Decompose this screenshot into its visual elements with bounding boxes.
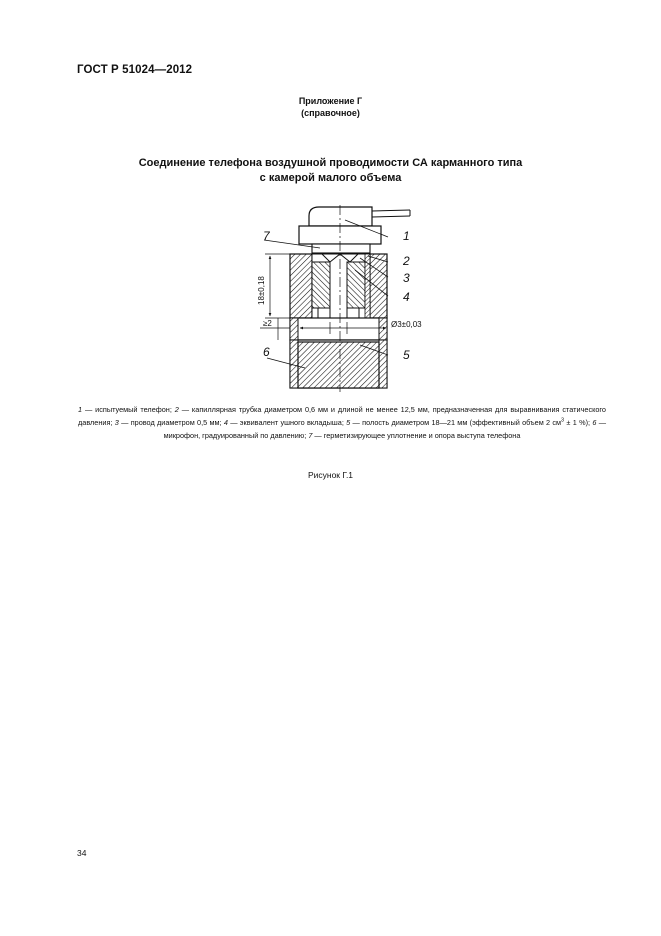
legend-text-7: — герметизирующее уплотнение и опора выступа телефона xyxy=(312,430,521,440)
figure-legend xyxy=(78,404,606,442)
legend-num-7: 7 xyxy=(308,430,313,440)
microphone xyxy=(298,342,379,388)
legend-num-6: 6 xyxy=(592,417,597,427)
callout-2: 2 xyxy=(403,254,410,268)
legend-num-4: 4 xyxy=(223,417,228,427)
legend-text-1: — испытуемый телефон; xyxy=(82,405,175,414)
callout-5: 5 xyxy=(403,348,410,362)
coupler-block xyxy=(290,254,387,318)
figure-caption: Рисунок Г.1 xyxy=(307,470,354,480)
legend-superscript: 3 xyxy=(561,417,565,424)
appendix-title: Приложение Г xyxy=(298,96,363,106)
legend-text-5: — полость диаметром 18—21 мм (эффективный объем 2 см xyxy=(350,417,562,427)
telephone-body xyxy=(299,207,410,253)
diameter-dimension-label: Ø3±0,03 xyxy=(391,320,422,329)
callout-6: 6 xyxy=(263,345,270,359)
gap-dimension-label: ≥2 xyxy=(263,319,272,328)
callout-7: 7 xyxy=(263,229,270,243)
legend-text-5b: ± 1 %); xyxy=(564,417,593,427)
figure-title-line-1: Соединение телефона воздушной проводимости СА карманного типа xyxy=(138,157,523,169)
legend-text-3: — провод диаметром 0,5 мм; xyxy=(118,417,224,427)
callout-1: 1 xyxy=(403,229,410,243)
document-header: ГОСТ Р 51024—2012 xyxy=(77,64,193,76)
technical-drawing xyxy=(0,0,661,400)
legend-num-2: 2 xyxy=(174,405,179,414)
legend-num-3: 3 xyxy=(114,417,119,427)
callout-3: 3 xyxy=(403,271,410,285)
appendix-subtitle: (справочное) xyxy=(301,108,360,118)
legend-text-4: — эквивалент ушного вкладыша; xyxy=(227,417,347,427)
page-number: 34 xyxy=(77,848,87,858)
legend-text-2: — капиллярная трубка диаметром 0,6 мм и длиной не менее 12,5 мм, предназначенная для выравнивания статического давления; xyxy=(78,405,606,427)
height-dimension-label: 18±0,18 xyxy=(257,276,266,305)
legend-text-6: — микрофон, градуированный по давлению; xyxy=(163,417,606,440)
callout-4: 4 xyxy=(403,290,410,304)
legend-num-5: 5 xyxy=(346,417,351,427)
figure-title-line-2: с камерой малого объема xyxy=(259,171,402,184)
legend-num-1: 1 xyxy=(78,405,83,414)
